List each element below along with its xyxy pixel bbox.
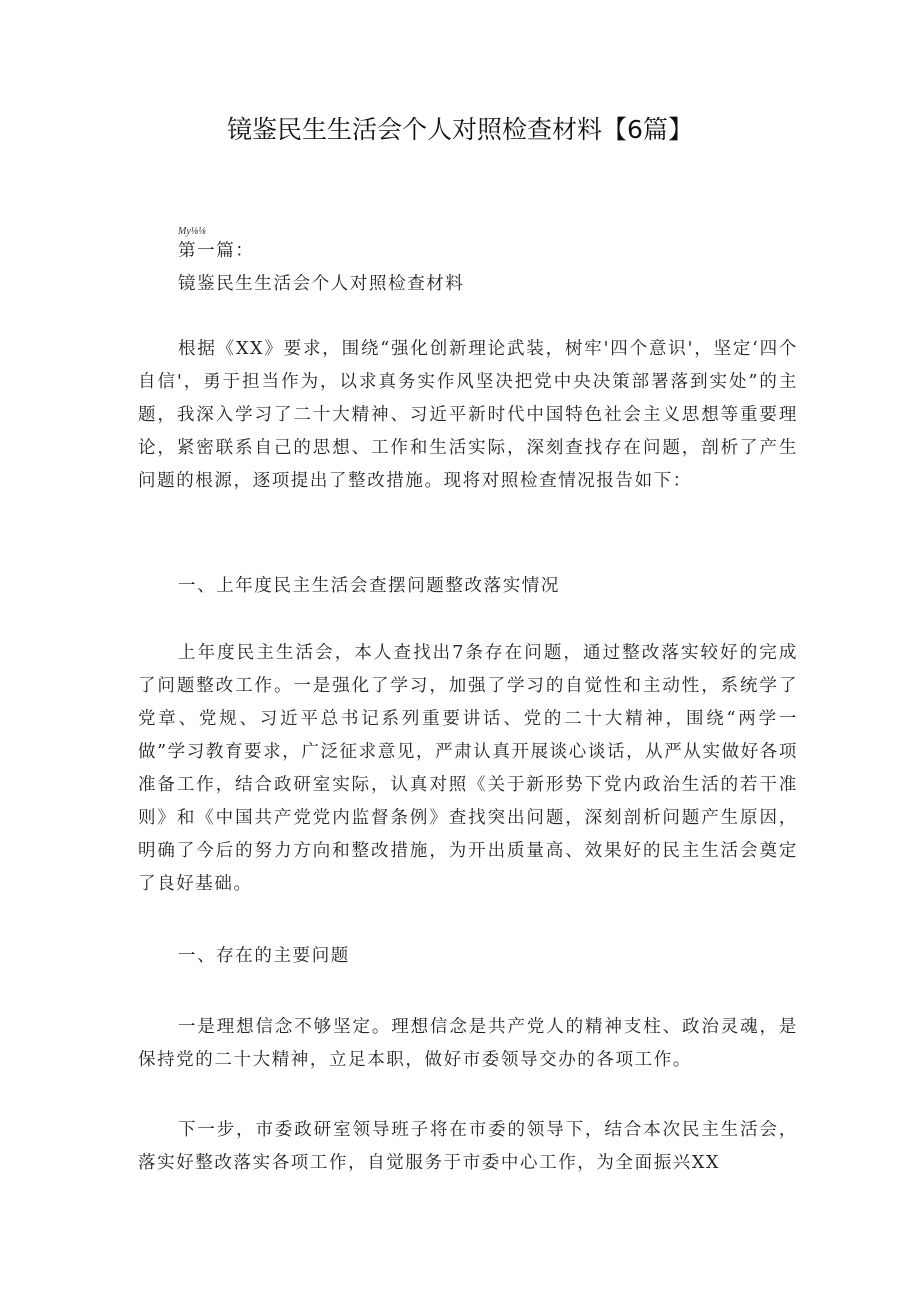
- section-heading-last-year: 一、上年度民主生活会查摆问题整改落实情况: [178, 576, 560, 596]
- section-label: 第一篇：: [178, 241, 255, 261]
- paragraph-next-step: 下一步，市委政研室领导班子将在市委的领导下，结合本次民主生活会，落实好整改落实各项工作，自觉服务于市委中心工作，为全面振兴XX: [138, 1120, 798, 1173]
- paragraph-last-year: 上年度民主生活会，本人查找出7条存在问题，通过整改落实较好的完成了问题整改工作。一是强化了学习，加强了学习的自觉性和主动性，系统学了党章、党规、习近平总书记系列重要讲话、党的二十大精神，围绕“两学一做”学习教育要求，广泛征求意见，严肃认真开展谈心谈话，从严从实做好各项准备工作，结合政研室实际，认真对照《关于新形势下党内政治生活的若干准则》和《中国共产党党内监督条例》查找突出问题，深刻剖析问题产生原因，明确了今后的努力方向和整改措施，为开出质量高、效果好的民主生活会奠定了良好基础。: [138, 643, 798, 894]
- document-title: 镜鉴民生生活会个人对照检查材料【6篇】: [227, 115, 693, 144]
- paragraph-ideals: 一是理想信念不够坚定。理想信念是共产党人的精神支柱、政治灵魂，是保持党的二十大精神，立足本职，做好市委领导交办的各项工作。: [138, 1017, 798, 1070]
- paragraph-intro: 根据《XX》要求，围绕“强化创新理论武装，树牢'四个意识'，坚定‘四个自信'，勇于担当作为，以求真务实作风坚决把党中央决策部署落到实处”的主题，我深入学习了二十大精神、习近平新时代中国特色社会主义思想等重要理论，紧密联系自己的思想、工作和生活实际，深刻查找存在问题，剖析了产生问题的根源，逐项提出了整改措施。现将对照检查情况报告如下：: [138, 339, 798, 491]
- handwritten-mark: My⅛⅛: [178, 226, 206, 237]
- section-heading-problems: 一、存在的主要问题: [178, 946, 350, 966]
- document-subtitle: 镜鉴民生生活会个人对照检查材料: [178, 274, 465, 294]
